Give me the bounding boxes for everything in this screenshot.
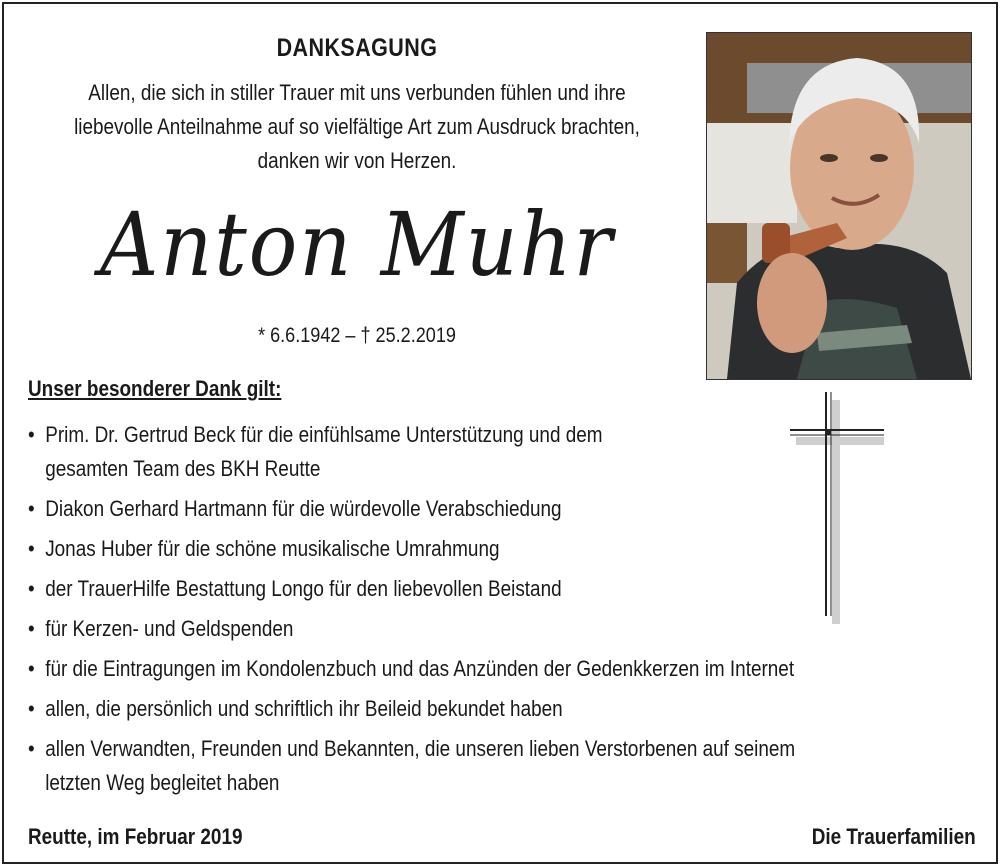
intro-line: Allen, die sich in stiller Trauer mit uns verbunden fühlen und ihre <box>88 80 626 105</box>
cross-icon <box>790 392 890 624</box>
list-item-line: allen, die persönlich und schriftlich ihr Beileid bekundet haben <box>45 696 563 721</box>
bullet: • <box>28 496 35 521</box>
list-item-line: allen Verwandten, Freunden und Bekannten, die unseren lieben Verstorbenen auf seinem <box>45 736 796 761</box>
portrait-illustration <box>707 33 971 379</box>
page-title: DANKSAGUNG <box>276 34 438 62</box>
intro-line: danken wir von Herzen. <box>257 148 457 173</box>
bullet: • <box>28 736 35 761</box>
intro-text <box>53 76 660 178</box>
list-item-line: gesamten Team des BKH Reutte <box>45 456 321 481</box>
place-date: Reutte, im Februar 2019 <box>28 824 243 849</box>
list-item <box>28 732 854 800</box>
list-item-line: letzten Weg begleitet haben <box>45 770 280 795</box>
bullet: • <box>28 616 35 641</box>
list-item-line: Diakon Gerhard Hartmann für die würdevolle Verabschiedung <box>45 496 562 521</box>
list-item <box>28 612 854 646</box>
thanks-heading: Unser besonderer Dank gilt: <box>28 376 282 401</box>
bullet: • <box>28 536 35 561</box>
list-item <box>28 572 854 606</box>
list-item <box>28 652 854 686</box>
list-item-line: für Kerzen- und Geldspenden <box>45 616 294 641</box>
list-item <box>28 532 854 566</box>
obituary-card <box>2 2 998 864</box>
bullet: • <box>28 696 35 721</box>
deceased-name: Anton Muhr <box>99 193 615 296</box>
list-item <box>28 492 854 526</box>
signature: Die Trauerfamilien <box>811 824 976 849</box>
intro-line: liebevolle Anteilnahme auf so vielfältige Art zum Ausdruck brachten, <box>74 114 640 139</box>
bullet: • <box>28 422 35 447</box>
list-item-line: Jonas Huber für die schöne musikalische Umrahmung <box>45 536 500 561</box>
life-dates: * 6.6.1942 – † 25.2.2019 <box>258 324 456 347</box>
list-item-line: Prim. Dr. Gertrud Beck für die einfühlsame Unterstützung und dem <box>45 422 603 447</box>
portrait-photo <box>706 32 972 380</box>
list-item <box>28 692 854 726</box>
list-item-line: der TrauerHilfe Bestattung Longo für den liebevollen Beistand <box>45 576 562 601</box>
list-item-line: für die Eintragungen im Kondolenzbuch und das Anzünden der Gedenkkerzen im Internet <box>45 656 795 681</box>
list-item <box>28 418 854 486</box>
bullet: • <box>28 576 35 601</box>
bullet: • <box>28 656 35 681</box>
